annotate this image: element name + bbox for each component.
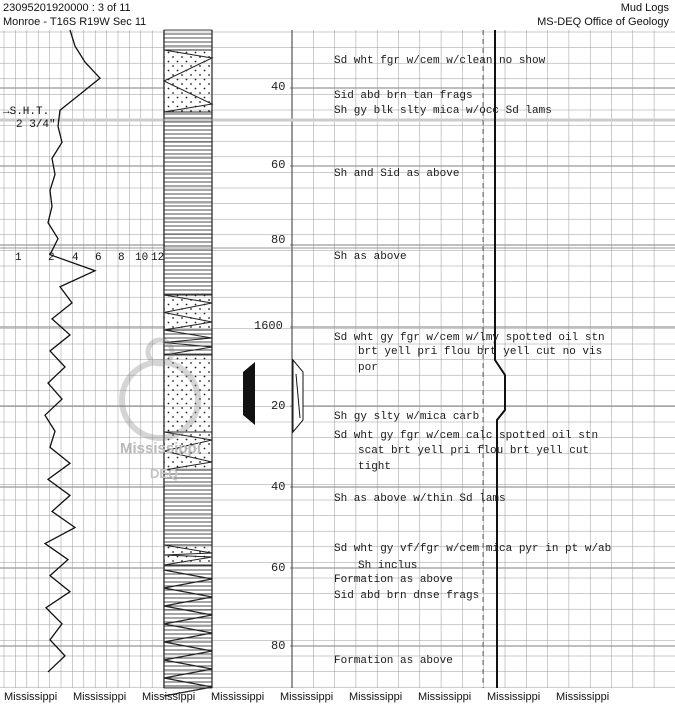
scale-label: 8 <box>118 252 125 264</box>
lithology-description: Sh as above <box>334 251 407 263</box>
footer-text: Mississippi <box>418 691 472 703</box>
well-location: Monroe - T16S R19W Sec 11 <box>3 16 147 28</box>
document-id: 23095201920000 : 3 of 11 <box>3 2 131 14</box>
lithology-description: por <box>358 362 378 374</box>
footer-watermark-strip <box>0 690 675 705</box>
sht-label: →S.H.T. <box>3 106 50 118</box>
sht-size-label: 2 3/4" <box>16 119 56 131</box>
lithology-description: Sd wht gy vf/fgr w/cem mica pyr in pt w/ab <box>334 543 612 555</box>
scale-label: 4 <box>72 252 79 264</box>
lithology-description: brt yell pri flou brt yell cut no vis <box>358 346 603 358</box>
footer-text: Mississippi <box>73 691 127 703</box>
depth-label: 60 <box>271 561 286 575</box>
lithology-description: Sd wht gy fgr w/cem w/lmy spotted oil stn <box>334 332 605 344</box>
lithology-description: Formation as above <box>334 574 453 586</box>
footer-text: Mississippi <box>349 691 403 703</box>
lithology-description: scat brt yell pri flou brt yell cut <box>358 445 590 457</box>
footer-text: Mississippi <box>487 691 541 703</box>
depth-label: 40 <box>271 80 286 94</box>
scale-label: 6 <box>95 252 102 264</box>
lithology-description: Sh gy slty w/mica carb <box>334 411 480 423</box>
gas-curve <box>483 30 505 688</box>
footer-text: Mississippi <box>4 691 58 703</box>
footer-text: Mississippi <box>211 691 265 703</box>
lithology-description: Sh and Sid as above <box>334 168 460 180</box>
log-type: Mud Logs <box>620 2 669 14</box>
lithology-description: tight <box>358 461 392 473</box>
watermark-subtext: DEQ <box>150 466 179 481</box>
depth-label: 80 <box>271 233 286 247</box>
scale-label: 10 <box>135 252 149 264</box>
scale-label: 2 <box>48 252 55 264</box>
lithology-description: Sh as above w/thin Sd lams <box>334 493 506 505</box>
lithology-description: Sh gy blk slty mica w/occ Sd lams <box>334 105 552 117</box>
lithology-description: Sid abd brn dnse frags <box>334 590 480 602</box>
lithology-description: Sid abd brn tan frags <box>334 90 473 102</box>
lithology-description: Sh inclus <box>358 560 418 572</box>
footer-text: Mississippi <box>142 691 196 703</box>
watermark-text: Mississippi <box>120 440 201 457</box>
lithology-description: Sd wht fgr w/cem w/clean no show <box>334 55 546 67</box>
depth-label: 20 <box>271 399 286 413</box>
footer-text: Mississippi <box>280 691 334 703</box>
test-interval-marker <box>243 360 303 432</box>
depth-label: 60 <box>271 158 286 172</box>
scale-label: 1 <box>15 252 22 264</box>
lithology-description: Formation as above <box>334 655 453 667</box>
footer-text: Mississippi <box>556 691 610 703</box>
depth-label: 1600 <box>254 319 283 333</box>
lithology-description: Sd wht gy fgr w/cem calc spotted oil stn <box>334 430 599 442</box>
agency-name: MS-DEQ Office of Geology <box>537 16 669 28</box>
scale-label: 12 <box>151 252 165 264</box>
depth-label: 40 <box>271 480 286 494</box>
depth-label: 80 <box>271 639 286 653</box>
